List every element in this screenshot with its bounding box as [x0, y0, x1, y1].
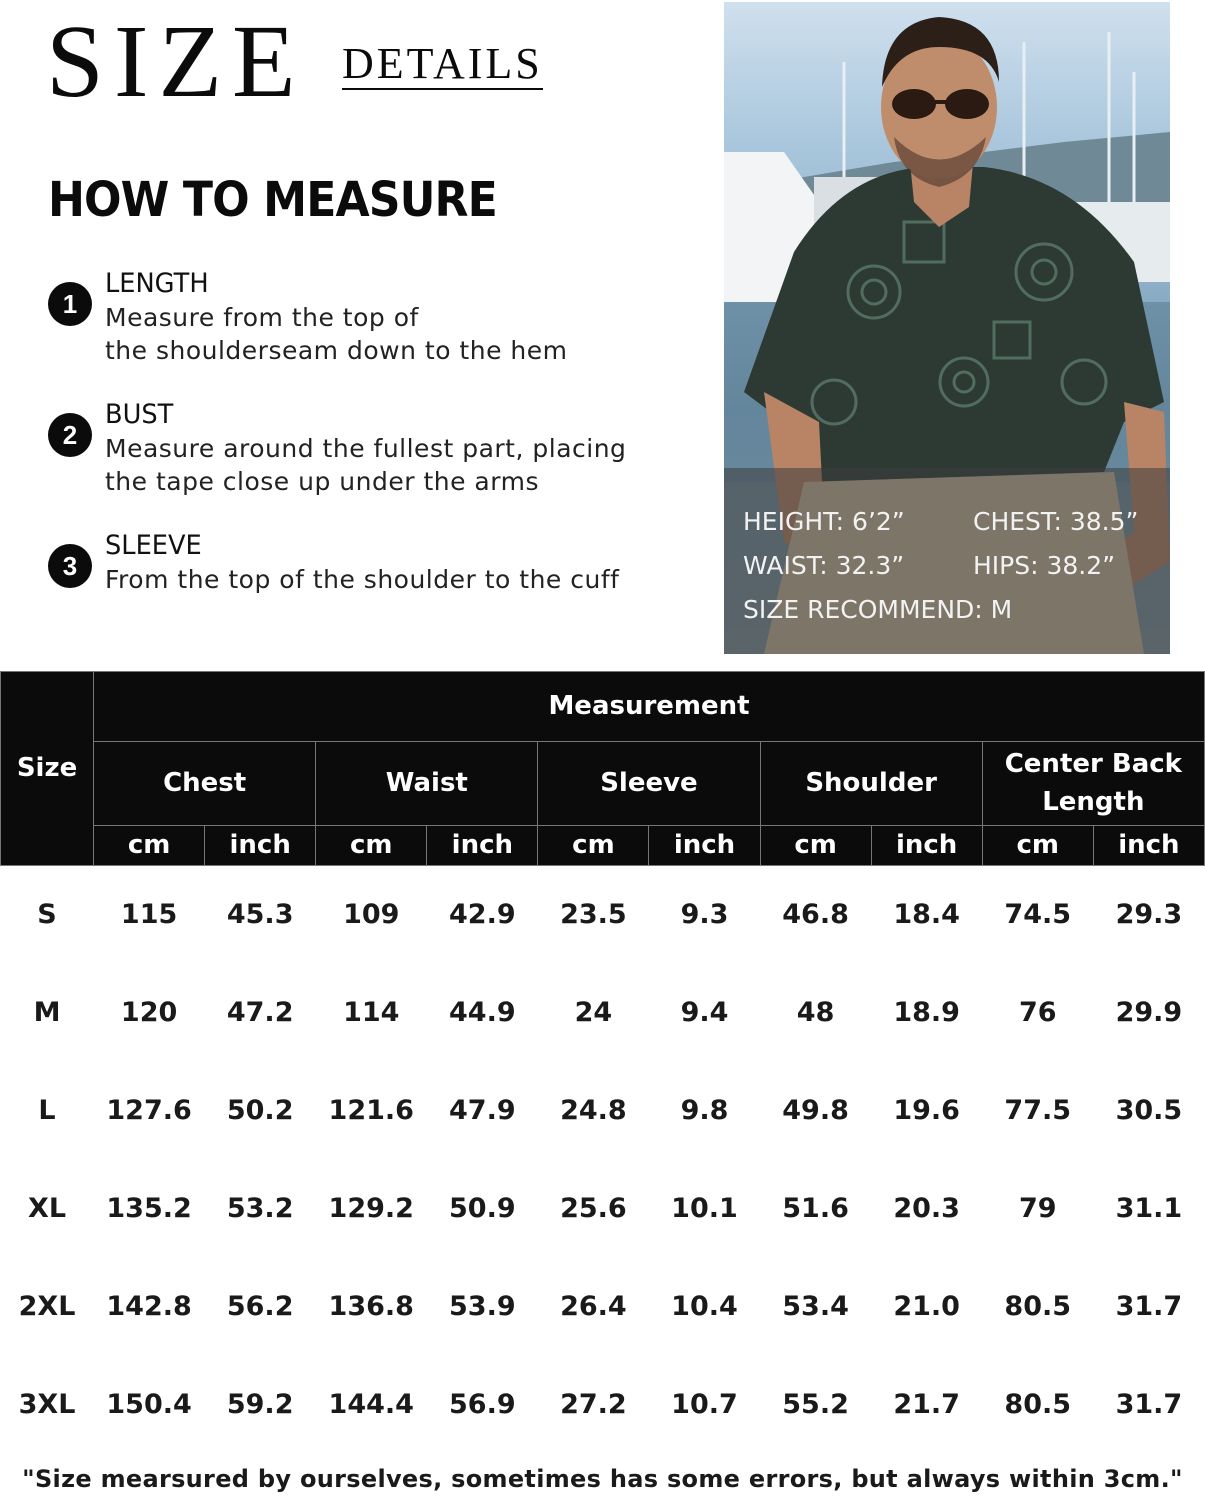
page-title: SIZE — [46, 4, 306, 119]
table-cell: 53.2 — [226, 1192, 294, 1224]
table-row — [1, 866, 1205, 964]
model-photo — [724, 2, 1170, 654]
page-subtitle: DETAILS — [342, 39, 543, 88]
table-cell: 26.4 — [560, 1290, 627, 1322]
table-cell: 31.1 — [1115, 1192, 1183, 1224]
size-cell: 3XL — [18, 1388, 76, 1420]
table-cell: 24.8 — [560, 1094, 627, 1126]
table-cell: 29.9 — [1115, 996, 1183, 1028]
table-cell: 31.7 — [1115, 1290, 1183, 1322]
table-cell: 10.7 — [671, 1388, 738, 1420]
table-cell: 29.3 — [1115, 899, 1183, 930]
table-cell: 80.5 — [1004, 1388, 1072, 1420]
table-cell: 20.3 — [893, 1192, 960, 1224]
size-disclaimer: "Size mearsured by ourselves, sometimes has some errors, but always within 3cm." — [22, 1465, 1183, 1493]
unit-cm-header: cm — [94, 826, 205, 866]
header-line: Center Back — [1004, 748, 1182, 779]
table-cell: 48 — [796, 996, 835, 1028]
table-cell: 80.5 — [1004, 1290, 1072, 1322]
table-row — [1, 1257, 1205, 1355]
table-cell: 76 — [1018, 996, 1057, 1028]
step-description — [105, 563, 725, 596]
table-cell: 136.8 — [328, 1290, 414, 1322]
unit-cm-header: cm — [538, 826, 649, 866]
step-number-2-icon: 2 — [48, 413, 92, 457]
table-cell: 56.9 — [449, 1388, 516, 1420]
table-cell: 27.2 — [560, 1388, 627, 1420]
model-hips: HIPS: 38.2” — [973, 551, 1116, 580]
table-cell: 47.2 — [226, 996, 294, 1028]
table-cell: 10.1 — [671, 1192, 738, 1224]
model-size-recommend: SIZE RECOMMEND: M — [743, 595, 1013, 624]
table-cell: 18.4 — [893, 899, 960, 930]
table-cell: 9.3 — [680, 899, 729, 930]
table-cell: 53.9 — [449, 1290, 516, 1322]
table-cell: 53.4 — [782, 1290, 849, 1322]
table-cell: 31.7 — [1115, 1388, 1183, 1420]
unit-inch-header: inch — [649, 826, 760, 866]
table-cell: 144.4 — [328, 1388, 414, 1420]
step-description-line: the shoulderseam down to the hem — [105, 336, 568, 365]
table-cell: 121.6 — [328, 1094, 414, 1126]
unit-inch-header: inch — [1093, 826, 1204, 866]
table-cell: 24 — [574, 996, 613, 1028]
table-cell: 74.5 — [1004, 899, 1072, 930]
table-cell: 30.5 — [1115, 1094, 1183, 1126]
table-cell: 19.6 — [893, 1094, 960, 1126]
model-waist: WAIST: 32.3” — [743, 551, 905, 580]
unit-cm-header: cm — [982, 826, 1093, 866]
table-cell: 114 — [343, 996, 400, 1028]
table-cell: 79 — [1018, 1192, 1057, 1224]
table-cell: 23.5 — [560, 899, 627, 930]
table-cell: 47.9 — [449, 1094, 516, 1126]
step-number-3-icon: 3 — [48, 544, 92, 588]
table-cell: 115 — [120, 899, 178, 930]
model-chest: CHEST: 38.5” — [973, 507, 1139, 536]
table-cell: 18.9 — [893, 996, 960, 1028]
table-cell: 129.2 — [328, 1192, 414, 1224]
size-cell: S — [37, 899, 57, 930]
center-back-length-header — [982, 742, 1204, 826]
table-row — [1, 1159, 1205, 1257]
step-description-line: From the top of the shoulder to the cuff — [105, 565, 620, 594]
table-cell: 55.2 — [782, 1388, 849, 1420]
table-cell: 49.8 — [782, 1094, 849, 1126]
table-row — [1, 1355, 1205, 1453]
size-cell: L — [38, 1094, 56, 1126]
table-cell: 44.9 — [449, 996, 516, 1028]
table-cell: 50.2 — [226, 1094, 294, 1126]
table-cell: 25.6 — [560, 1192, 627, 1224]
table-cell: 50.9 — [449, 1192, 516, 1224]
table-cell: 9.4 — [680, 996, 729, 1028]
table-row — [1, 1061, 1205, 1159]
how-to-measure-heading: HOW TO MEASURE — [48, 172, 497, 228]
step-title: SLEEVE — [105, 530, 202, 561]
size-cell: XL — [28, 1192, 67, 1224]
chest-header: Chest — [94, 742, 316, 826]
sleeve-header: Sleeve — [538, 742, 760, 826]
table-cell: 120 — [120, 996, 178, 1028]
size-cell: 2XL — [18, 1290, 76, 1322]
unit-cm-header: cm — [316, 826, 427, 866]
table-cell: 109 — [343, 899, 400, 930]
table-cell: 150.4 — [106, 1388, 192, 1420]
unit-inch-header: inch — [205, 826, 316, 866]
table-cell: 135.2 — [106, 1192, 192, 1224]
table-cell: 10.4 — [671, 1290, 738, 1322]
table-cell: 127.6 — [106, 1094, 192, 1126]
table-cell: 142.8 — [106, 1290, 192, 1322]
step-title: BUST — [105, 399, 174, 430]
table-cell: 56.2 — [226, 1290, 294, 1322]
size-column-header: Size — [1, 672, 94, 866]
shoulder-header: Shoulder — [760, 742, 982, 826]
measurement-header: Measurement — [94, 672, 1205, 742]
unit-inch-header: inch — [427, 826, 538, 866]
table-cell: 46.8 — [782, 899, 849, 930]
waist-header: Waist — [316, 742, 538, 826]
table-cell: 51.6 — [782, 1192, 849, 1224]
table-cell: 77.5 — [1004, 1094, 1072, 1126]
step-description-line: Measure from the top of — [105, 303, 419, 332]
unit-inch-header: inch — [871, 826, 982, 866]
table-cell: 9.8 — [680, 1094, 729, 1126]
step-number-1-icon: 1 — [48, 282, 92, 326]
table-cell: 45.3 — [226, 899, 294, 930]
unit-cm-header: cm — [760, 826, 871, 866]
table-row — [1, 963, 1205, 1061]
model-height: HEIGHT: 6’2” — [743, 507, 905, 536]
header-line: Length — [1042, 786, 1145, 817]
size-chart-table — [0, 671, 1205, 1453]
step-description — [105, 301, 725, 367]
table-cell: 21.0 — [893, 1290, 960, 1322]
step-description-line: the tape close up under the arms — [105, 467, 539, 496]
step-description-line: Measure around the fullest part, placing — [105, 434, 627, 463]
table-cell: 42.9 — [449, 899, 516, 930]
step-description — [105, 432, 725, 498]
table-cell: 21.7 — [893, 1388, 960, 1420]
size-cell: M — [33, 996, 61, 1028]
table-cell: 59.2 — [226, 1388, 294, 1420]
step-title: LENGTH — [105, 268, 209, 299]
